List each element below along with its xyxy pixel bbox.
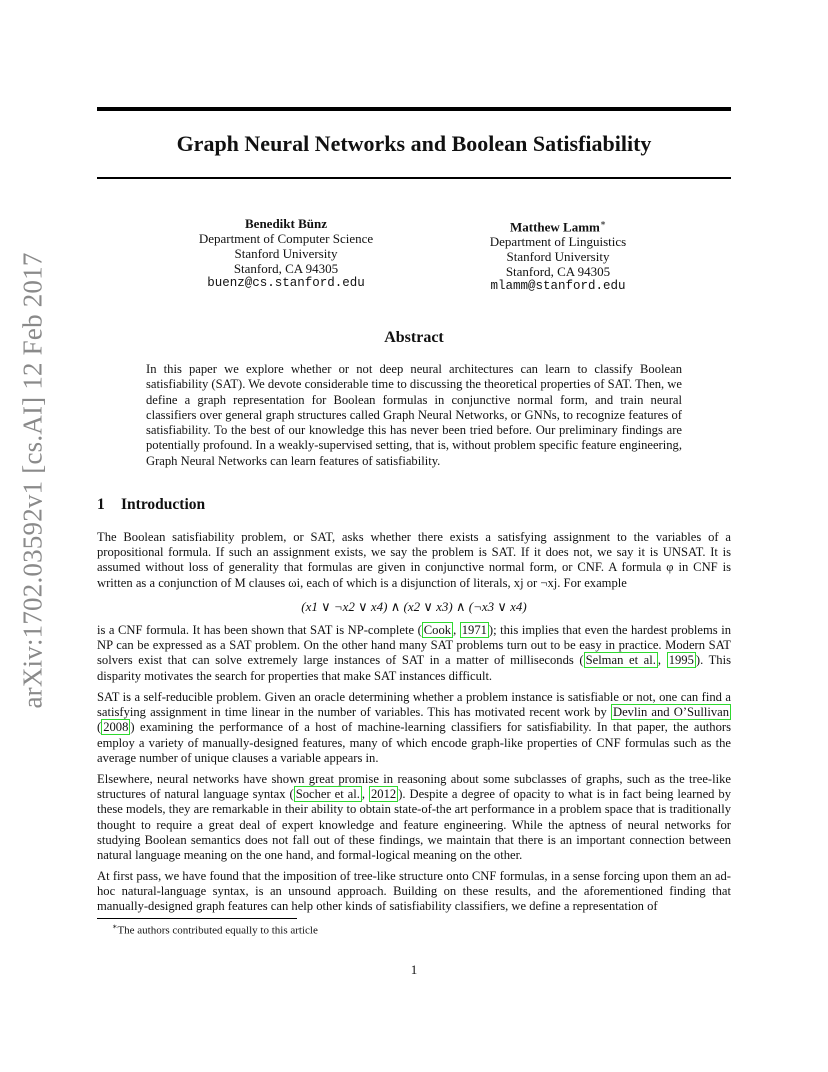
title-top-rule <box>97 107 731 111</box>
author-email: mlamm@stanford.edu <box>490 279 626 294</box>
citation-year: 2008 <box>103 720 129 735</box>
paper-title: Graph Neural Networks and Boolean Satisfiability <box>176 131 652 156</box>
intro-paragraph-5: At first pass, we have found that the imposition of tree-like structure onto CNF formulas, in a sense forcing upon them an ad-hoc natural-language syntax, is an unsound approach. Building on these results, and the aforementioned finding that manually-designed graph features can help other kinds of satisfiability classifiers, we define a representation of <box>97 869 731 914</box>
citation-link[interactable] <box>460 622 489 638</box>
intro-paragraph-1: The Boolean satisfiability problem, or SAT, asks whether there exists a satisfying assignment to the variables of a propositional formula. If such an assignment exists, we say the problem is SAT. If it does not, we say it is UNSAT. It is assumed without loss of generality that formulas are given in conjunctive normal form, or CNF. A formula φ in CNF is written as a conjunction of M clauses ωi, each of which is a disjunction of literals, xj or ¬xj. For example <box>97 530 731 590</box>
citation-link[interactable] <box>422 622 453 638</box>
section-title: Introduction <box>121 496 206 513</box>
author-university: Stanford University <box>506 249 610 265</box>
author-department: Department of Computer Science <box>198 231 374 246</box>
arxiv-side-stamp <box>8 251 58 709</box>
author-name: Matthew Lamm <box>509 219 600 235</box>
paragraph-text: Elsewhere, neural networks have shown great promise in reasoning about some subclasses of graphs, such as the tree-like structures of natural language syntax ( <box>97 772 731 802</box>
footnote-text: The authors contributed equally to this article <box>117 924 318 937</box>
citation-link[interactable] <box>101 719 130 735</box>
citation-link[interactable] <box>369 786 398 802</box>
footnote-rule <box>97 918 297 919</box>
citation-author: Selman et al. <box>585 653 656 668</box>
citation-link[interactable] <box>294 786 362 802</box>
author-email: buenz@cs.stanford.edu <box>207 276 365 290</box>
abstract-text: In this paper we explore whether or not deep neural architectures can learn to classify Boolean satisfiability (SAT). We devote considerable time to discussing the theoretical properties of SAT. Then, we define a graph representation for Boolean formulas in conjunctive normal form, and train neural classifiers over general graph structures called Graph Neural Networks, or GNNs, to recognize features of satisfiability. To the best of our knowledge this has never been tried before. Our preliminary findings are potentially profound. In a weakly-supervised setting, that is, without problem specific feature engineering, Graph Neural Networks can learn features of satisfiability. <box>146 362 682 468</box>
paragraph-text: ). This disparity motivates the search for properties that make SAT instances difficult. <box>97 653 731 683</box>
section-number: 1 <box>97 496 105 513</box>
footnote-mark: ∗ <box>112 922 118 931</box>
citation-author: Cook <box>423 623 452 637</box>
author-block-2 <box>428 216 688 294</box>
cnf-formula-example: (x1 ∨ ¬x2 ∨ x4) ∧ (x2 ∨ x3) ∧ (¬x3 ∨ x4) <box>301 599 527 614</box>
paragraph-text: SAT is a self-reducible problem. Given an oracle determining whether a problem instance is satisfiable or not, one can find a satisfying assignment in time linear in the number of variables. This has motivated recent work by <box>97 690 731 720</box>
citation-year: 2012 <box>371 787 397 802</box>
citation-link[interactable] <box>584 652 658 668</box>
citation-year: 1995 <box>668 653 694 668</box>
footnote <box>112 922 318 937</box>
intro-paragraph-2: is a CNF formula. It has been shown that SAT is NP-complete ( Cook , 1971 ); this implies that even the hardest problems in NP can be expressed as a SAT problem. On the other hand many SAT problems turn out to be easy in practice. Modern SAT solvers exist that can solve extremely large instances of SAT in a matter of milliseconds ( Selman et al. , 1995 ). This disparity motivates the search for properties that make SAT instances difficult. <box>97 623 731 683</box>
author-footnote-mark: ∗ <box>599 218 607 228</box>
author-department: Department of Linguistics <box>489 234 627 250</box>
page-number: 1 <box>410 962 418 977</box>
intro-paragraph-3: SAT is a self-reducible problem. Given an oracle determining whether a problem instance is satisfiable or not, one can find a satisfying assignment in time linear in the number of variables. This has motivated recent work by Devlin and O’Sullivan ( 2008 ) examining the performance of a host of machine-learning classifiers for satisfiability. In that paper, the authors employ a variety of manually-designed features, many of which encode graph-like properties of CNF formulas such as the average number of unique clauses a variable appears in. <box>97 690 731 765</box>
section-heading <box>97 496 205 514</box>
author-university: Stanford University <box>234 246 338 261</box>
paragraph-text: ). Despite a degree of opacity to what is in fact being learned by these models, they are remarkable in their ability to obtain state-of-the art performance in a problem space that is traditionally thought to require a great deal of expert knowledge and feature engineering. While the aptness of neural networks for studying Boolean semantics does not fall out of these findings, we maintain that there is an important connection between natural language meaning on the one hand, and formal-logical meaning on the other. <box>97 787 732 863</box>
intro-paragraph-4: Elsewhere, neural networks have shown great promise in reasoning about some subclasses of graphs, such as the tree-like structures of natural language syntax ( Socher et al. , 2012 ). Despite a degree of opacity to what is in fact being learned by these models, they are remarkable in their ability to obtain state-of-the art performance in a problem space that is traditionally thought to require a great deal of expert knowledge and feature engineering. While the aptness of neural networks for studying Boolean semantics does not fall out of these findings, we maintain that there is an important connection between natural language meaning on the one hand, and formal-logical meaning on the other. <box>97 772 732 863</box>
author-block-1 <box>156 216 416 291</box>
author-name-line <box>428 216 688 234</box>
author-location: Stanford, CA 94305 <box>233 261 339 276</box>
citation-author: Devlin and O’Sullivan <box>613 705 730 720</box>
abstract-heading: Abstract <box>384 329 444 346</box>
paragraph-text: ); this implies that even the hardest problems in NP can be expressed as a SAT problem. On the other hand many SAT problems turn out to be easy in practice. Modern SAT solvers exist that can solve extremely large instances of SAT in a matter of milliseconds ( <box>97 623 731 668</box>
title-bottom-rule <box>97 177 731 179</box>
citation-link[interactable] <box>667 652 696 668</box>
citation-year: 1971 <box>461 623 487 637</box>
paragraph-text: is a CNF formula. It has been shown that SAT is NP-complete ( <box>97 623 422 637</box>
author-name: Benedikt Bünz <box>245 216 327 231</box>
author-location: Stanford, CA 94305 <box>505 264 611 280</box>
arxiv-identifier: arXiv:1702.03592v1 [cs.AI] 12 Feb 2017 <box>17 251 48 709</box>
citation-author: Socher et al. <box>295 787 360 802</box>
citation-link[interactable] <box>611 704 731 720</box>
paragraph-text: examining the performance of a host of machine-learning classifiers for satisfiability. In that paper, the authors employ a variety of manually-designed features, many of which encode graph-like properties of CNF formulas such as the average number of unique clauses a variable appears in. <box>97 720 731 765</box>
